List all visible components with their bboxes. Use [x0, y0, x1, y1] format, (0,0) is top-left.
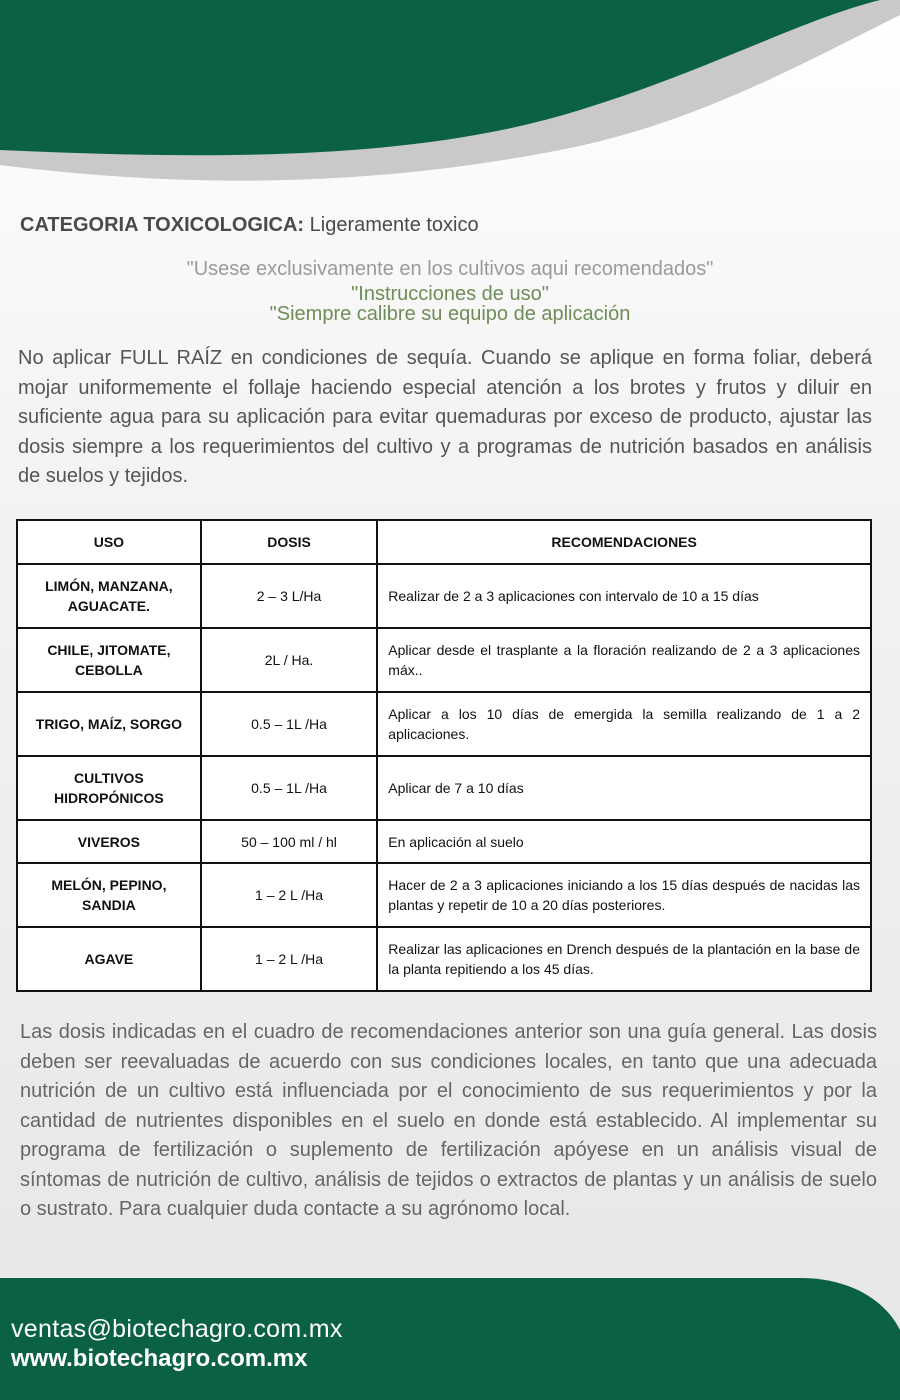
notice-instructions: "Instrucciones de uso"	[351, 283, 549, 305]
cell-recomendacion: Realizar las aplicaciones en Drench después de la plantación en la base de la planta repitiendo a los 45 días.	[377, 927, 871, 991]
table-row	[17, 692, 871, 756]
table-row	[17, 564, 871, 628]
cell-dosis: 0.5 – 1L /Ha	[201, 692, 378, 756]
cell-uso: CHILE, JITOMATE, CEBOLLA	[17, 628, 201, 692]
cell-dosis: 2L / Ha.	[201, 628, 378, 692]
table-row	[17, 628, 871, 692]
cell-dosis: 2 – 3 L/Ha	[201, 564, 378, 628]
cell-uso: AGAVE	[17, 927, 201, 991]
contact-email-link[interactable]: ventas@biotechagro.com.mx	[11, 1315, 343, 1343]
cell-dosis: 1 – 2 L /Ha	[201, 863, 378, 927]
toxicology-value: Ligeramente toxico	[309, 214, 479, 236]
closing-paragraph: Las dosis indicadas en el cuadro de recomendaciones anterior son una guía general. Las dosis deben ser reevaluadas de acuerdo con sus condiciones locales, en tanto que una adecuada nutrición de un cultivo está influenciada por el conocimiento de sus requerimientos y por la cantidad de nutrientes disponibles en el suelo en donde está establecido. Al implementar su programa de fertilización o suplemento de fertilización apóyese en un análisis visual de síntomas de nutrición de cultivo, análisis de tejidos o extractos de plantas y un análisis de suelo o sustrato. Para cualquier duda contacte a su agrónomo local.	[20, 1021, 877, 1220]
cell-uso: VIVEROS	[17, 820, 201, 863]
cell-uso: CULTIVOS HIDROPÓNICOS	[17, 756, 201, 820]
cell-recomendacion: Aplicar de 7 a 10 días	[377, 756, 871, 820]
cell-uso: LIMÓN, MANZANA, AGUACATE.	[17, 564, 201, 628]
notice-exclusive-use: "Usese exclusivamente en los cultivos aqui recomendados"	[186, 258, 714, 280]
cell-recomendacion: Hacer de 2 a 3 aplicaciones iniciando a los 15 días después de nacidas las plantas y repetir de 10 a 20 días posteriores.	[377, 863, 871, 927]
cell-recomendacion: Aplicar a los 10 días de emergida la semilla realizando de 1 a 2 aplicaciones.	[377, 692, 871, 756]
website-link[interactable]: www.biotechagro.com.mx	[11, 1345, 308, 1372]
notice-calibrate: "Siempre calibre su equipo de aplicación	[269, 303, 631, 325]
table-row	[17, 756, 871, 820]
header-uso: USO	[17, 520, 201, 564]
cell-recomendacion: En aplicación al suelo	[377, 820, 871, 863]
table-header-row	[17, 520, 871, 564]
header-recomendaciones: RECOMENDACIONES	[377, 520, 871, 564]
table-row	[17, 820, 871, 863]
cell-recomendacion: Aplicar desde el trasplante a la floración realizando de 2 a 3 aplicaciones máx..	[377, 628, 871, 692]
cell-uso: TRIGO, MAÍZ, SORGO	[17, 692, 201, 756]
cell-dosis: 1 – 2 L /Ha	[201, 927, 378, 991]
toxicology-category	[20, 214, 479, 237]
intro-paragraph: No aplicar FULL RAÍZ en condiciones de sequía. Cuando se aplique en forma foliar, deberá mojar uniformemente el follaje haciendo especial atención a los brotes y frutos y diluir en suficiente agua para su aplicación para evitar quemaduras por exceso de producto, ajustar las dosis siempre a los requerimientos del cultivo y a programas de nutrición basados en análisis de suelos y tejidos.	[18, 347, 872, 487]
toxicology-label: CATEGORIA TOXICOLOGICA:	[20, 214, 305, 236]
dosage-table	[16, 519, 872, 992]
header-dosis: DOSIS	[201, 520, 378, 564]
cell-uso: MELÓN, PEPINO, SANDIA	[17, 863, 201, 927]
cell-dosis: 50 – 100 ml / hl	[201, 820, 378, 863]
cell-recomendacion: Realizar de 2 a 3 aplicaciones con intervalo de 10 a 15 días	[377, 564, 871, 628]
table-row	[17, 863, 871, 927]
table-row	[17, 927, 871, 991]
cell-dosis: 0.5 – 1L /Ha	[201, 756, 378, 820]
header-wave-decoration	[0, 0, 900, 210]
